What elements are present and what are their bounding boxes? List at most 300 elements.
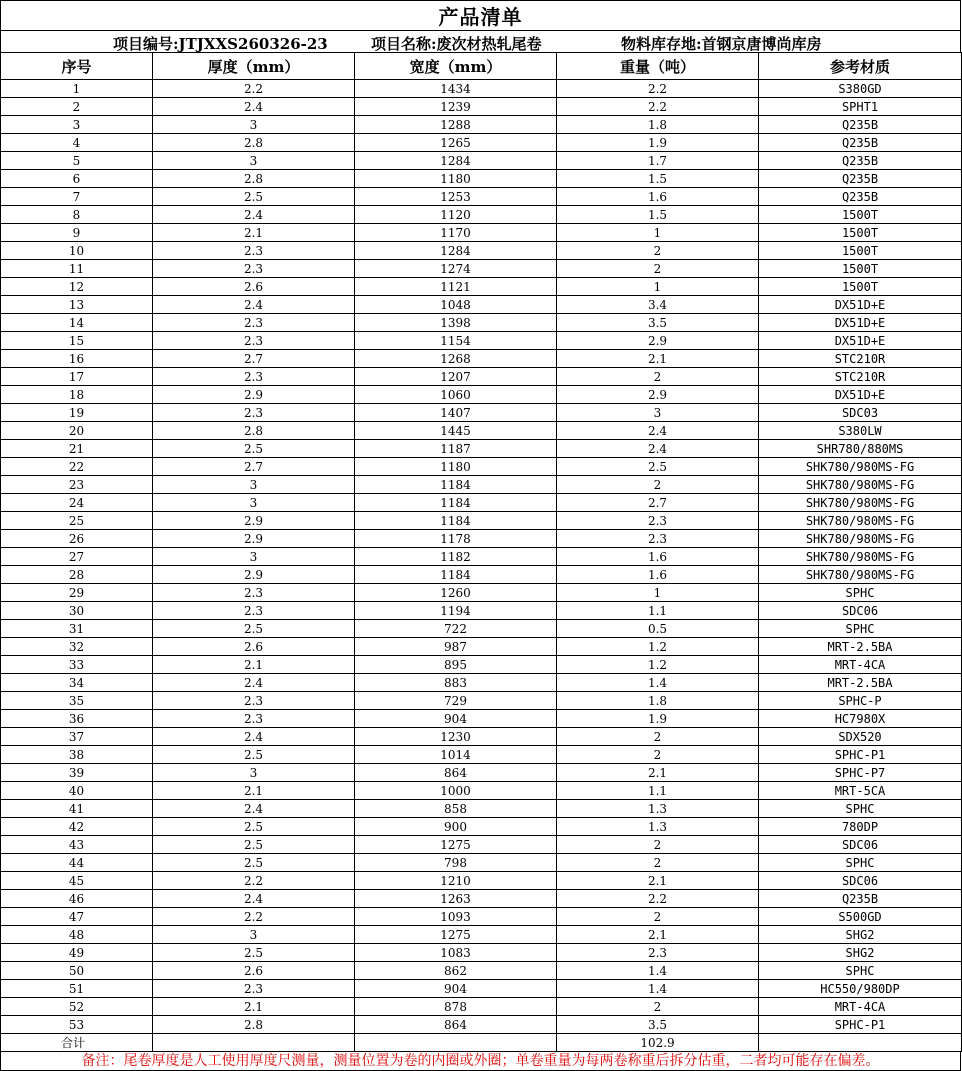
cell-width: 904 <box>355 980 557 998</box>
cell-thickness: 2.4 <box>153 206 355 224</box>
cell-material: DX51D+E <box>759 314 962 332</box>
cell-thickness: 2.4 <box>153 800 355 818</box>
cell-width: 904 <box>355 710 557 728</box>
cell-material: Q235B <box>759 890 962 908</box>
cell-material: SDC03 <box>759 404 962 422</box>
cell-material: 1500T <box>759 242 962 260</box>
cell-width: 1170 <box>355 224 557 242</box>
table-row <box>1 1016 962 1034</box>
cell-weight: 2.5 <box>557 458 759 476</box>
cell-weight: 1 <box>557 224 759 242</box>
cell-weight: 2.1 <box>557 872 759 890</box>
cell-seq: 42 <box>1 818 153 836</box>
cell-material: SHK780/980MS-FG <box>759 494 962 512</box>
cell-material: SPHC-P <box>759 692 962 710</box>
table-row <box>1 962 962 980</box>
table-row <box>1 782 962 800</box>
cell-weight: 2 <box>557 908 759 926</box>
header-thickness: 厚度（mm） <box>153 53 355 80</box>
cell-width: 1260 <box>355 584 557 602</box>
table-row <box>1 458 962 476</box>
cell-seq: 16 <box>1 350 153 368</box>
cell-seq: 50 <box>1 962 153 980</box>
cell-thickness: 3 <box>153 764 355 782</box>
cell-width: 1434 <box>355 80 557 98</box>
cell-width: 798 <box>355 854 557 872</box>
table-row <box>1 980 962 998</box>
cell-thickness: 2.8 <box>153 422 355 440</box>
cell-seq: 29 <box>1 584 153 602</box>
cell-weight: 2.1 <box>557 926 759 944</box>
table-row <box>1 242 962 260</box>
cell-seq: 45 <box>1 872 153 890</box>
cell-seq: 31 <box>1 620 153 638</box>
cell-thickness: 3 <box>153 548 355 566</box>
cell-width: 1398 <box>355 314 557 332</box>
cell-thickness: 2.3 <box>153 260 355 278</box>
cell-thickness: 2.7 <box>153 350 355 368</box>
cell-weight: 1.9 <box>557 134 759 152</box>
cell-seq: 15 <box>1 332 153 350</box>
cell-weight: 1.5 <box>557 170 759 188</box>
cell-thickness: 2.5 <box>153 620 355 638</box>
table-row <box>1 188 962 206</box>
cell-thickness: 2.8 <box>153 170 355 188</box>
table-row <box>1 476 962 494</box>
cell-width: 1230 <box>355 728 557 746</box>
cell-thickness: 2.9 <box>153 386 355 404</box>
cell-seq: 43 <box>1 836 153 854</box>
cell-weight: 3.4 <box>557 296 759 314</box>
cell-width: 858 <box>355 800 557 818</box>
table-row <box>1 440 962 458</box>
cell-seq: 40 <box>1 782 153 800</box>
header-weight: 重量（吨） <box>557 53 759 80</box>
cell-weight: 2.1 <box>557 350 759 368</box>
cell-material: SDC06 <box>759 602 962 620</box>
cell-weight: 2 <box>557 728 759 746</box>
cell-thickness: 2.4 <box>153 98 355 116</box>
cell-thickness: 2.3 <box>153 332 355 350</box>
cell-seq: 44 <box>1 854 153 872</box>
table-row <box>1 818 962 836</box>
cell-weight: 1.2 <box>557 638 759 656</box>
cell-seq: 21 <box>1 440 153 458</box>
cell-material: SPHC-P1 <box>759 746 962 764</box>
cell-width: 1184 <box>355 494 557 512</box>
cell-thickness: 2.4 <box>153 674 355 692</box>
cell-thickness: 2.3 <box>153 710 355 728</box>
cell-material: DX51D+E <box>759 296 962 314</box>
cell-seq: 27 <box>1 548 153 566</box>
cell-material: 1500T <box>759 278 962 296</box>
cell-seq: 3 <box>1 116 153 134</box>
cell-thickness: 2.1 <box>153 656 355 674</box>
cell-thickness: 3 <box>153 116 355 134</box>
storage-location: 物料库存地:首钢京唐博尚库房 <box>621 35 822 53</box>
cell-seq: 25 <box>1 512 153 530</box>
cell-seq: 2 <box>1 98 153 116</box>
cell-seq: 36 <box>1 710 153 728</box>
cell-material: STC210R <box>759 368 962 386</box>
cell-width: 1121 <box>355 278 557 296</box>
cell-weight: 1.4 <box>557 980 759 998</box>
cell-weight: 1.1 <box>557 782 759 800</box>
cell-weight: 2.9 <box>557 386 759 404</box>
cell-material: SDC06 <box>759 836 962 854</box>
cell-material: MRT-4CA <box>759 656 962 674</box>
cell-material: DX51D+E <box>759 386 962 404</box>
cell-weight: 1.6 <box>557 566 759 584</box>
cell-thickness: 2.5 <box>153 746 355 764</box>
table-row <box>1 728 962 746</box>
cell-width: 1014 <box>355 746 557 764</box>
table-row <box>1 206 962 224</box>
cell-material: Q235B <box>759 170 962 188</box>
cell-weight: 1.7 <box>557 152 759 170</box>
table-row <box>1 944 962 962</box>
cell-weight: 2.4 <box>557 440 759 458</box>
cell-thickness: 3 <box>153 152 355 170</box>
project-name: 项目名称:废次材热轧尾卷 <box>371 35 542 53</box>
cell-weight: 2 <box>557 242 759 260</box>
cell-weight: 1.1 <box>557 602 759 620</box>
cell-width: 1093 <box>355 908 557 926</box>
cell-width: 1184 <box>355 512 557 530</box>
cell-width: 864 <box>355 1016 557 1034</box>
cell-width: 1274 <box>355 260 557 278</box>
cell-material: SHG2 <box>759 926 962 944</box>
cell-thickness: 2.7 <box>153 458 355 476</box>
cell-seq: 52 <box>1 998 153 1016</box>
cell-weight: 2.2 <box>557 98 759 116</box>
cell-material: SHK780/980MS-FG <box>759 530 962 548</box>
table-row <box>1 926 962 944</box>
cell-weight: 1.4 <box>557 962 759 980</box>
cell-thickness: 2.1 <box>153 782 355 800</box>
cell-thickness: 2.2 <box>153 908 355 926</box>
cell-material: MRT-2.5BA <box>759 674 962 692</box>
cell-seq: 11 <box>1 260 153 278</box>
cell-width: 1268 <box>355 350 557 368</box>
cell-seq: 23 <box>1 476 153 494</box>
cell-material: SPHC <box>759 584 962 602</box>
cell-width: 900 <box>355 818 557 836</box>
cell-weight: 2.4 <box>557 422 759 440</box>
cell-seq: 37 <box>1 728 153 746</box>
cell-weight: 2 <box>557 368 759 386</box>
cell-weight: 2.1 <box>557 764 759 782</box>
cell-width: 1187 <box>355 440 557 458</box>
table-row <box>1 314 962 332</box>
table-row <box>1 836 962 854</box>
cell-thickness: 2.5 <box>153 944 355 962</box>
cell-weight: 1.4 <box>557 674 759 692</box>
cell-seq: 8 <box>1 206 153 224</box>
cell-material: SHK780/980MS-FG <box>759 512 962 530</box>
cell-width: 1265 <box>355 134 557 152</box>
cell-material: SPHC-P1 <box>759 1016 962 1034</box>
table-row <box>1 422 962 440</box>
cell-width: 1288 <box>355 116 557 134</box>
cell-material: S380GD <box>759 80 962 98</box>
cell-thickness: 2.3 <box>153 404 355 422</box>
cell-seq: 47 <box>1 908 153 926</box>
cell-seq: 46 <box>1 890 153 908</box>
table-row <box>1 566 962 584</box>
cell-width: 1275 <box>355 926 557 944</box>
cell-material: MRT-5CA <box>759 782 962 800</box>
cell-material: SHK780/980MS-FG <box>759 548 962 566</box>
cell-width: 1048 <box>355 296 557 314</box>
cell-seq: 14 <box>1 314 153 332</box>
total-empty-cell <box>759 1034 962 1052</box>
cell-thickness: 2.6 <box>153 962 355 980</box>
table-row <box>1 152 962 170</box>
table-row <box>1 404 962 422</box>
cell-weight: 1.6 <box>557 548 759 566</box>
cell-width: 729 <box>355 692 557 710</box>
cell-material: STC210R <box>759 350 962 368</box>
table-row <box>1 692 962 710</box>
cell-weight: 2 <box>557 476 759 494</box>
cell-weight: 1.3 <box>557 800 759 818</box>
table-row <box>1 278 962 296</box>
cell-material: 1500T <box>759 260 962 278</box>
cell-width: 1182 <box>355 548 557 566</box>
cell-weight: 2 <box>557 746 759 764</box>
cell-width: 1210 <box>355 872 557 890</box>
cell-seq: 41 <box>1 800 153 818</box>
cell-seq: 51 <box>1 980 153 998</box>
cell-weight: 3 <box>557 404 759 422</box>
cell-material: SHR780/880MS <box>759 440 962 458</box>
cell-weight: 2 <box>557 998 759 1016</box>
table-row <box>1 872 962 890</box>
cell-weight: 2.3 <box>557 944 759 962</box>
cell-material: Q235B <box>759 116 962 134</box>
cell-thickness: 2.3 <box>153 368 355 386</box>
cell-weight: 1.9 <box>557 710 759 728</box>
cell-thickness: 2.5 <box>153 440 355 458</box>
cell-thickness: 2.5 <box>153 854 355 872</box>
cell-seq: 17 <box>1 368 153 386</box>
cell-weight: 3.5 <box>557 1016 759 1034</box>
cell-material: SPHC <box>759 962 962 980</box>
cell-thickness: 2.3 <box>153 242 355 260</box>
cell-width: 1284 <box>355 242 557 260</box>
cell-material: SDC06 <box>759 872 962 890</box>
cell-thickness: 2.3 <box>153 314 355 332</box>
cell-width: 1180 <box>355 170 557 188</box>
cell-width: 722 <box>355 620 557 638</box>
cell-thickness: 2.3 <box>153 692 355 710</box>
cell-material: 780DP <box>759 818 962 836</box>
cell-seq: 22 <box>1 458 153 476</box>
cell-thickness: 2.9 <box>153 530 355 548</box>
cell-width: 883 <box>355 674 557 692</box>
table-row <box>1 548 962 566</box>
cell-thickness: 2.4 <box>153 296 355 314</box>
cell-seq: 34 <box>1 674 153 692</box>
total-empty-cell <box>355 1034 557 1052</box>
cell-thickness: 2.8 <box>153 134 355 152</box>
cell-material: SPHC <box>759 854 962 872</box>
cell-seq: 30 <box>1 602 153 620</box>
cell-seq: 13 <box>1 296 153 314</box>
cell-width: 1083 <box>355 944 557 962</box>
table-row <box>1 296 962 314</box>
table-row <box>1 584 962 602</box>
cell-weight: 2 <box>557 854 759 872</box>
cell-thickness: 2.8 <box>153 1016 355 1034</box>
table-row <box>1 656 962 674</box>
cell-thickness: 2.5 <box>153 818 355 836</box>
table-row <box>1 386 962 404</box>
cell-width: 1445 <box>355 422 557 440</box>
table-row <box>1 116 962 134</box>
cell-seq: 33 <box>1 656 153 674</box>
cell-thickness: 2.2 <box>153 80 355 98</box>
project-number: 项目编号:JTJXXS260326-23 <box>113 35 328 53</box>
cell-thickness: 2.9 <box>153 512 355 530</box>
cell-seq: 4 <box>1 134 153 152</box>
cell-thickness: 2.5 <box>153 836 355 854</box>
cell-material: Q235B <box>759 134 962 152</box>
total-row <box>1 1034 962 1052</box>
cell-weight: 2.7 <box>557 494 759 512</box>
cell-width: 1275 <box>355 836 557 854</box>
cell-seq: 28 <box>1 566 153 584</box>
cell-weight: 1 <box>557 278 759 296</box>
cell-seq: 49 <box>1 944 153 962</box>
table-row <box>1 746 962 764</box>
table-row <box>1 800 962 818</box>
table-row <box>1 350 962 368</box>
cell-material: SHG2 <box>759 944 962 962</box>
project-info-row <box>0 30 961 52</box>
table-row <box>1 638 962 656</box>
cell-width: 878 <box>355 998 557 1016</box>
cell-seq: 18 <box>1 386 153 404</box>
cell-thickness: 3 <box>153 476 355 494</box>
table-row <box>1 134 962 152</box>
header-width: 宽度（mm） <box>355 53 557 80</box>
cell-width: 1284 <box>355 152 557 170</box>
cell-width: 1407 <box>355 404 557 422</box>
table-row <box>1 224 962 242</box>
cell-width: 1207 <box>355 368 557 386</box>
cell-width: 1184 <box>355 476 557 494</box>
cell-material: SDX520 <box>759 728 962 746</box>
cell-material: SHK780/980MS-FG <box>759 476 962 494</box>
cell-weight: 1.5 <box>557 206 759 224</box>
table-row <box>1 890 962 908</box>
cell-width: 862 <box>355 962 557 980</box>
cell-thickness: 2.9 <box>153 566 355 584</box>
cell-thickness: 2.1 <box>153 998 355 1016</box>
cell-weight: 1.6 <box>557 188 759 206</box>
cell-seq: 48 <box>1 926 153 944</box>
cell-weight: 2 <box>557 260 759 278</box>
cell-thickness: 2.3 <box>153 980 355 998</box>
table-row <box>1 764 962 782</box>
cell-seq: 53 <box>1 1016 153 1034</box>
table-row <box>1 530 962 548</box>
cell-width: 1253 <box>355 188 557 206</box>
cell-weight: 1.2 <box>557 656 759 674</box>
cell-weight: 1.3 <box>557 818 759 836</box>
cell-thickness: 2.3 <box>153 602 355 620</box>
cell-seq: 26 <box>1 530 153 548</box>
cell-thickness: 2.6 <box>153 638 355 656</box>
table-row <box>1 260 962 278</box>
cell-weight: 2.2 <box>557 80 759 98</box>
cell-width: 1120 <box>355 206 557 224</box>
cell-width: 1263 <box>355 890 557 908</box>
cell-seq: 12 <box>1 278 153 296</box>
cell-material: S500GD <box>759 908 962 926</box>
cell-weight: 2.9 <box>557 332 759 350</box>
cell-weight: 1.8 <box>557 692 759 710</box>
cell-thickness: 2.6 <box>153 278 355 296</box>
cell-weight: 1.8 <box>557 116 759 134</box>
table-row <box>1 854 962 872</box>
header-material: 参考材质 <box>759 53 962 80</box>
cell-material: SPHC-P7 <box>759 764 962 782</box>
product-table <box>0 52 962 1052</box>
cell-thickness: 2.2 <box>153 872 355 890</box>
cell-seq: 10 <box>1 242 153 260</box>
table-row <box>1 710 962 728</box>
cell-weight: 1 <box>557 584 759 602</box>
table-row <box>1 368 962 386</box>
cell-weight: 2.3 <box>557 530 759 548</box>
cell-seq: 35 <box>1 692 153 710</box>
cell-material: MRT-4CA <box>759 998 962 1016</box>
table-row <box>1 170 962 188</box>
header-seq: 序号 <box>1 53 153 80</box>
cell-thickness: 2.1 <box>153 224 355 242</box>
cell-weight: 2.3 <box>557 512 759 530</box>
table-header-row <box>1 53 962 80</box>
cell-weight: 0.5 <box>557 620 759 638</box>
cell-width: 1060 <box>355 386 557 404</box>
total-empty-cell <box>153 1034 355 1052</box>
cell-material: SPHC <box>759 620 962 638</box>
sheet-title: 产品清单 <box>0 0 961 30</box>
cell-thickness: 2.4 <box>153 890 355 908</box>
cell-material: DX51D+E <box>759 332 962 350</box>
cell-material: SHK780/980MS-FG <box>759 566 962 584</box>
cell-seq: 7 <box>1 188 153 206</box>
cell-seq: 39 <box>1 764 153 782</box>
table-row <box>1 98 962 116</box>
cell-width: 1184 <box>355 566 557 584</box>
cell-thickness: 2.3 <box>153 584 355 602</box>
cell-material: SPHT1 <box>759 98 962 116</box>
cell-width: 1154 <box>355 332 557 350</box>
cell-seq: 20 <box>1 422 153 440</box>
cell-weight: 3.5 <box>557 314 759 332</box>
table-row <box>1 620 962 638</box>
table-row <box>1 80 962 98</box>
table-row <box>1 332 962 350</box>
cell-material: MRT-2.5BA <box>759 638 962 656</box>
cell-material: 1500T <box>759 224 962 242</box>
remark-note: 备注：尾卷厚度是人工使用厚度尺测量，测量位置为卷的内圈或外圈；单卷重量为每两卷称重后拆分估重，二者均可能存在偏差。 <box>0 1052 961 1071</box>
total-label: 合计 <box>1 1034 153 1052</box>
